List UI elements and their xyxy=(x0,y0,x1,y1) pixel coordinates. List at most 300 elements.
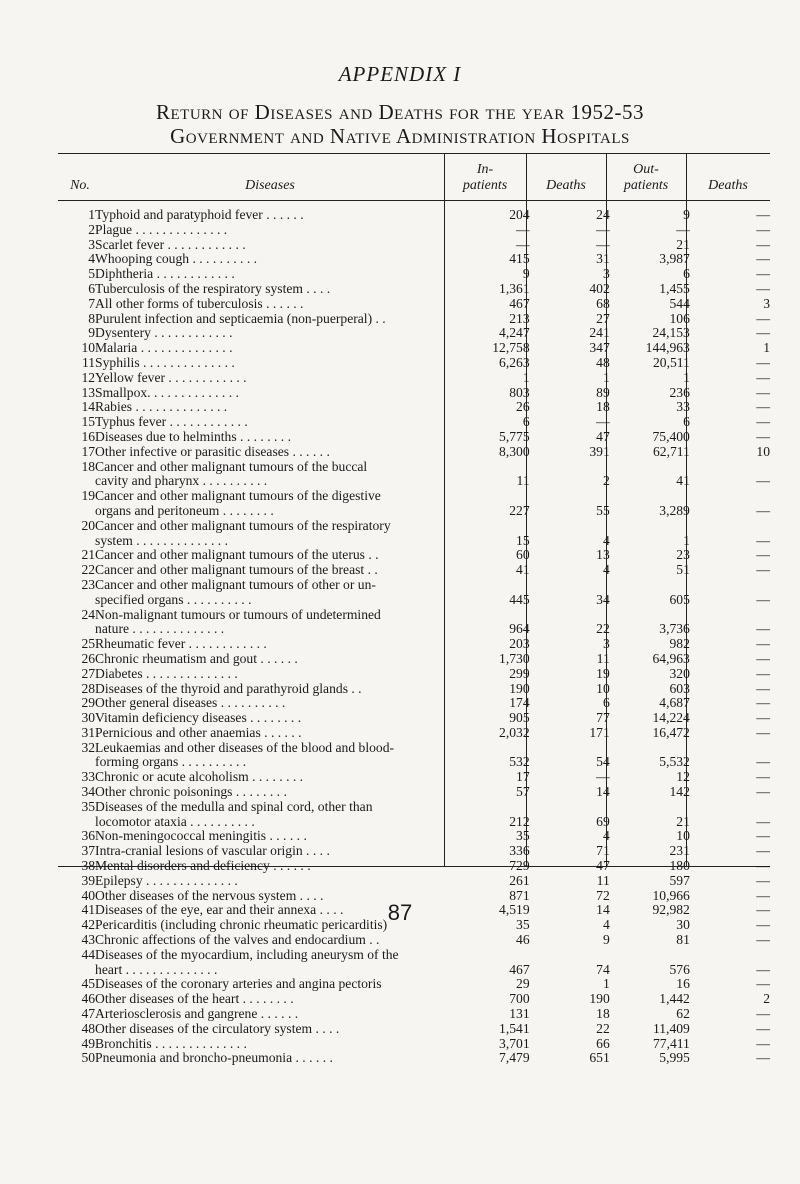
table-row xyxy=(58,386,770,401)
table-row xyxy=(58,800,770,815)
cell-dout xyxy=(690,489,770,504)
cell-in: 17 xyxy=(516,769,530,785)
cell-out: 12 xyxy=(676,769,690,785)
cell-in: 700 xyxy=(509,991,530,1007)
cell-in xyxy=(448,519,530,534)
cell-out: 1,442 xyxy=(659,991,690,1007)
table-row xyxy=(58,1037,770,1052)
cell-dout: — xyxy=(756,325,770,341)
cell-in xyxy=(448,608,530,623)
cell-disease: system . . . . . . . . . . . . . . xyxy=(95,533,228,548)
cell-in: 2,032 xyxy=(499,724,530,740)
cell-in: 467 xyxy=(509,295,530,311)
cell-dout: — xyxy=(756,310,770,326)
cell-din: 402 xyxy=(589,280,610,296)
table-row xyxy=(58,282,770,297)
header-no: No. xyxy=(70,178,90,193)
disease-table xyxy=(58,208,770,1066)
table-row xyxy=(58,1051,770,1066)
cell-out: 10,966 xyxy=(652,887,690,903)
cell-din: 47 xyxy=(596,858,610,874)
cell-dout: — xyxy=(756,236,770,252)
cell-din xyxy=(530,519,610,534)
cell-no: 32 xyxy=(81,739,96,755)
cell-in xyxy=(448,460,530,475)
table-row xyxy=(58,933,770,948)
cell-no: 19 xyxy=(81,488,96,504)
cell-disease: forming organs . . . . . . . . . . xyxy=(95,755,247,770)
cell-din: 10 xyxy=(596,680,610,696)
cell-out: 6 xyxy=(683,266,690,282)
cell-out: 597 xyxy=(669,872,690,888)
table-row xyxy=(58,874,770,889)
cell-no: 46 xyxy=(81,991,96,1007)
table-row xyxy=(58,563,770,578)
cell-out: 1,455 xyxy=(659,280,690,296)
cell-dout: — xyxy=(756,828,770,844)
cell-disease: Rheumatic fever . . . . . . . . . . . . xyxy=(95,637,267,652)
cell-out: 1 xyxy=(683,532,690,548)
table-row xyxy=(58,400,770,415)
cell-no: 37 xyxy=(81,843,96,859)
table-row xyxy=(58,341,770,356)
cell-dout: 10 xyxy=(756,443,770,459)
cell-disease: Syphilis . . . . . . . . . . . . . . xyxy=(95,355,235,370)
cell-disease: organs and peritoneum . . . . . . . . xyxy=(95,503,274,518)
cell-disease: Cancer and other malignant tumours of the digestive xyxy=(95,489,381,504)
header-deaths-in: Deaths xyxy=(546,178,586,193)
cell-disease: Cancer and other malignant tumours of the uterus . . xyxy=(95,548,379,563)
cell-disease: Other general diseases . . . . . . . . . . xyxy=(95,696,286,711)
cell-dout: — xyxy=(756,547,770,563)
cell-dout: — xyxy=(756,1006,770,1022)
cell-in: 415 xyxy=(509,251,530,267)
cell-disease: Pericarditis (including chronic rheumatic pericarditis) xyxy=(95,918,388,933)
cell-in: 445 xyxy=(509,591,530,607)
table-row xyxy=(58,593,770,608)
cell-in xyxy=(448,800,530,815)
cell-no: 21 xyxy=(81,547,96,563)
cell-din: 54 xyxy=(596,754,610,770)
cell-dout: — xyxy=(756,384,770,400)
cell-disease: Typhoid and paratyphoid fever . . . . . . xyxy=(95,208,304,222)
cell-out xyxy=(610,519,690,534)
cell-in: 871 xyxy=(509,887,530,903)
cell-in: 227 xyxy=(509,502,530,518)
cell-in: 41 xyxy=(516,562,530,578)
cell-dout: — xyxy=(756,399,770,415)
cell-din: — xyxy=(596,414,610,430)
cell-disease: Other infective or parasitic diseases . . . . . . xyxy=(95,444,330,459)
cell-dout xyxy=(690,578,770,593)
cell-in: 9 xyxy=(522,266,530,282)
cell-out: 982 xyxy=(669,636,690,652)
cell-out: 75,400 xyxy=(652,428,690,444)
cell-no: 12 xyxy=(81,369,96,385)
cell-no: 5 xyxy=(88,266,96,282)
cell-in: 6 xyxy=(522,414,530,430)
table-row xyxy=(58,711,770,726)
cell-disease: Whooping cough . . . . . . . . . . xyxy=(95,252,258,267)
table-row xyxy=(58,608,770,623)
table-row xyxy=(58,977,770,992)
cell-disease: Tuberculosis of the respiratory system . . . . xyxy=(95,281,331,296)
cell-out: 81 xyxy=(676,932,690,948)
cell-din: 18 xyxy=(596,399,610,415)
cell-in: 26 xyxy=(516,399,530,415)
table-row xyxy=(58,548,770,563)
cell-dout: — xyxy=(756,724,770,740)
cell-no: 49 xyxy=(81,1035,96,1051)
cell-din: 4 xyxy=(602,562,610,578)
cell-din: 241 xyxy=(589,325,610,341)
cell-dout: — xyxy=(756,858,770,874)
cell-no: 18 xyxy=(81,458,96,474)
cell-out xyxy=(610,948,690,963)
table-row xyxy=(58,430,770,445)
cell-out: 92,982 xyxy=(652,902,690,918)
header-outpatients xyxy=(606,162,686,194)
cell-no: 27 xyxy=(81,665,96,681)
cell-in: 4,519 xyxy=(499,902,530,918)
table-row xyxy=(58,652,770,667)
cell-disease: Diseases of the medulla and spinal cord, other than xyxy=(95,799,373,814)
cell-in xyxy=(448,948,530,963)
cell-no xyxy=(58,593,95,608)
cell-dout: — xyxy=(756,813,770,829)
cell-in: — xyxy=(516,221,530,237)
cell-dout: — xyxy=(756,532,770,548)
cell-dout xyxy=(690,519,770,534)
cell-din: 1 xyxy=(602,976,610,992)
cell-out: 62 xyxy=(676,1006,690,1022)
header-deaths-out: Deaths xyxy=(708,178,748,193)
cell-dout: — xyxy=(756,1035,770,1051)
cell-din: 89 xyxy=(596,384,610,400)
cell-no: 3 xyxy=(88,236,96,252)
cell-out: 3,736 xyxy=(659,621,690,637)
cell-out: 236 xyxy=(669,384,690,400)
table-row xyxy=(58,696,770,711)
table-row xyxy=(58,312,770,327)
cell-no xyxy=(58,474,95,489)
cell-no: 35 xyxy=(81,798,96,814)
cell-disease: Mental disorders and deficiency . . . . . . xyxy=(95,859,311,874)
cell-out xyxy=(610,578,690,593)
table-row xyxy=(58,1022,770,1037)
cell-no: 11 xyxy=(81,354,96,370)
cell-no: 45 xyxy=(81,976,96,992)
cell-in: 12,758 xyxy=(492,340,530,356)
cell-in: 212 xyxy=(509,813,530,829)
cell-in: 60 xyxy=(516,547,530,563)
table-row xyxy=(58,519,770,534)
cell-in: 190 xyxy=(509,680,530,696)
cell-in: 261 xyxy=(509,872,530,888)
table-row xyxy=(58,622,770,637)
cell-in: 11 xyxy=(516,473,530,489)
cell-din: 4 xyxy=(602,828,610,844)
cell-in: 35 xyxy=(516,917,530,933)
table-row xyxy=(58,755,770,770)
cell-no: 28 xyxy=(81,680,96,696)
cell-out: 41 xyxy=(676,473,690,489)
cell-disease: Pneumonia and broncho-pneumonia . . . . . . xyxy=(95,1051,333,1066)
cell-no: 10 xyxy=(81,340,96,356)
table-row xyxy=(58,208,770,223)
cell-out: 64,963 xyxy=(652,650,690,666)
header-bottom-rule xyxy=(58,200,770,201)
cell-din: 48 xyxy=(596,354,610,370)
cell-disease: Diseases due to helminths . . . . . . . . xyxy=(95,429,292,444)
cell-dout xyxy=(690,741,770,756)
cell-no: 44 xyxy=(81,946,96,962)
cell-disease: Arteriosclerosis and gangrene . . . . . . xyxy=(95,1007,299,1022)
cell-din: 14 xyxy=(596,784,610,800)
cell-no xyxy=(58,622,95,637)
cell-in: 532 xyxy=(509,754,530,770)
cell-no xyxy=(58,963,95,978)
cell-disease: cavity and pharynx . . . . . . . . . . xyxy=(95,474,268,489)
cell-dout: — xyxy=(756,354,770,370)
cell-in xyxy=(448,489,530,504)
cell-dout: — xyxy=(756,473,770,489)
cell-dout: — xyxy=(756,695,770,711)
cell-in: 203 xyxy=(509,636,530,652)
cell-out: 30 xyxy=(676,917,690,933)
cell-din: 190 xyxy=(589,991,610,1007)
cell-out: 16 xyxy=(676,976,690,992)
cell-dout: — xyxy=(756,266,770,282)
cell-no: 29 xyxy=(81,695,96,711)
cell-disease: nature . . . . . . . . . . . . . . xyxy=(95,622,225,637)
cell-dout: — xyxy=(756,502,770,518)
cell-disease: Diseases of the coronary arteries and angina pectoris xyxy=(95,977,382,992)
cell-out: 77,411 xyxy=(652,1035,690,1051)
cell-out: 144,963 xyxy=(645,340,690,356)
cell-dout: — xyxy=(756,1020,770,1036)
cell-dout: — xyxy=(756,976,770,992)
header-outpatients-line2: patients xyxy=(623,178,669,193)
cell-din: 22 xyxy=(596,621,610,637)
cell-in: 964 xyxy=(509,621,530,637)
cell-no: 24 xyxy=(81,606,96,622)
cell-out: 21 xyxy=(676,236,690,252)
cell-disease: Purulent infection and septicaemia (non-puerperal) . . xyxy=(95,311,386,326)
cell-disease: Malaria . . . . . . . . . . . . . . xyxy=(95,341,233,356)
table-row xyxy=(58,637,770,652)
cell-no: 4 xyxy=(88,251,96,267)
table-row xyxy=(58,267,770,282)
cell-din: 55 xyxy=(596,502,610,518)
cell-in: 729 xyxy=(509,858,530,874)
table-row xyxy=(58,489,770,504)
cell-dout: 1 xyxy=(763,340,770,356)
cell-din xyxy=(530,741,610,756)
cell-dout xyxy=(690,948,770,963)
cell-dout: — xyxy=(756,769,770,785)
cell-din xyxy=(530,489,610,504)
cell-out: 14,224 xyxy=(652,710,690,726)
cell-out: 4,687 xyxy=(659,695,690,711)
cell-no: 16 xyxy=(81,428,96,444)
page-number: 87 xyxy=(387,900,413,925)
cell-in: 299 xyxy=(509,665,530,681)
cell-out: 9 xyxy=(683,207,690,222)
cell-out xyxy=(610,460,690,475)
cell-in: 803 xyxy=(509,384,530,400)
table-row xyxy=(58,460,770,475)
header-outpatients-line1: Out- xyxy=(633,162,659,177)
table-top-rule xyxy=(58,153,770,154)
cell-din: 77 xyxy=(596,710,610,726)
cell-disease: Intra-cranial lesions of vascular origin . . . . xyxy=(95,844,330,859)
cell-disease: Other diseases of the heart . . . . . . . . xyxy=(95,992,294,1007)
cell-out: 5,532 xyxy=(659,754,690,770)
cell-out: — xyxy=(676,221,690,237)
cell-din: 27 xyxy=(596,310,610,326)
cell-out: 1 xyxy=(683,369,690,385)
cell-no: 48 xyxy=(81,1020,96,1036)
cell-in: 6,263 xyxy=(499,354,530,370)
cell-dout: — xyxy=(756,207,770,222)
cell-dout: — xyxy=(756,917,770,933)
cell-in: 1 xyxy=(522,369,530,385)
cell-in: 4,247 xyxy=(499,325,530,341)
cell-din: 14 xyxy=(596,902,610,918)
appendix-label: APPENDIX I xyxy=(338,62,462,86)
cell-disease: Non-malignant tumours or tumours of undetermined xyxy=(95,607,381,622)
cell-disease: Other diseases of the circulatory system . . . . xyxy=(95,1021,340,1036)
cell-out: 21 xyxy=(676,813,690,829)
table-row xyxy=(58,859,770,874)
cell-disease: heart . . . . . . . . . . . . . . xyxy=(95,962,218,977)
cell-din: 3 xyxy=(602,636,610,652)
cell-dout xyxy=(690,460,770,475)
cell-out: 24,153 xyxy=(652,325,690,341)
cell-dout: — xyxy=(756,932,770,948)
cell-dout: — xyxy=(756,280,770,296)
table-row xyxy=(58,1007,770,1022)
cell-out: 320 xyxy=(669,665,690,681)
cell-din: 34 xyxy=(596,591,610,607)
cell-no: 39 xyxy=(81,872,96,888)
cell-in xyxy=(448,578,530,593)
cell-no xyxy=(58,755,95,770)
table-row xyxy=(58,667,770,682)
cell-out: 20,511 xyxy=(652,354,690,370)
cell-dout xyxy=(690,608,770,623)
cell-disease: Plague . . . . . . . . . . . . . . xyxy=(95,222,228,237)
cell-out: 11,409 xyxy=(652,1020,690,1036)
cell-dout: — xyxy=(756,1050,770,1066)
cell-disease: Leukaemias and other diseases of the blood and blood- xyxy=(95,740,395,755)
header-diseases: Diseases xyxy=(245,178,295,193)
table-row xyxy=(58,504,770,519)
cell-in: 5,775 xyxy=(499,428,530,444)
cell-din: 651 xyxy=(589,1050,610,1066)
cell-dout: — xyxy=(756,251,770,267)
table-row xyxy=(58,948,770,963)
cell-out xyxy=(610,741,690,756)
cell-dout: — xyxy=(756,650,770,666)
cell-out: 3,289 xyxy=(659,502,690,518)
cell-out: 33 xyxy=(676,399,690,415)
cell-din xyxy=(530,460,610,475)
cell-dout: — xyxy=(756,428,770,444)
table-row xyxy=(58,445,770,460)
table-row xyxy=(58,844,770,859)
cell-disease: Scarlet fever . . . . . . . . . . . . xyxy=(95,237,246,252)
cell-out: 544 xyxy=(669,295,690,311)
cell-disease: Vitamin deficiency diseases . . . . . . . . xyxy=(95,711,302,726)
cell-in: 336 xyxy=(509,843,530,859)
cell-dout xyxy=(690,800,770,815)
cell-dout: — xyxy=(756,887,770,903)
cell-din xyxy=(530,578,610,593)
cell-no: 20 xyxy=(81,517,96,533)
cell-disease: specified organs . . . . . . . . . . xyxy=(95,592,252,607)
cell-out: 3,987 xyxy=(659,251,690,267)
cell-in: 3,701 xyxy=(499,1035,530,1051)
table-row xyxy=(58,326,770,341)
cell-disease: locomotor ataxia . . . . . . . . . . xyxy=(95,814,255,829)
cell-disease: Non-meningococcal meningitis . . . . . . xyxy=(95,829,307,844)
cell-out xyxy=(610,608,690,623)
cell-no: 33 xyxy=(81,769,96,785)
cell-din: 19 xyxy=(596,665,610,681)
cell-no: 6 xyxy=(88,280,96,296)
cell-din: — xyxy=(596,769,610,785)
cell-in: 1,541 xyxy=(499,1020,530,1036)
cell-disease: Diseases of the eye, ear and their annexa . . . . xyxy=(95,903,344,918)
cell-no: 17 xyxy=(81,443,96,459)
cell-din: 391 xyxy=(589,443,610,459)
table-row xyxy=(58,741,770,756)
cell-disease: Chronic rheumatism and gout . . . . . . xyxy=(95,651,298,666)
cell-no: 25 xyxy=(81,636,96,652)
cell-din: 3 xyxy=(602,266,610,282)
cell-din: — xyxy=(596,221,610,237)
cell-dout: — xyxy=(756,414,770,430)
cell-disease: Diabetes . . . . . . . . . . . . . . xyxy=(95,666,238,681)
cell-out: 51 xyxy=(676,562,690,578)
cell-dout: — xyxy=(756,872,770,888)
cell-no: 1 xyxy=(88,207,96,222)
cell-din: 47 xyxy=(596,428,610,444)
cell-out xyxy=(610,800,690,815)
cell-in: 467 xyxy=(509,961,530,977)
cell-no: 36 xyxy=(81,828,96,844)
cell-no: 13 xyxy=(81,384,96,400)
cell-no xyxy=(58,504,95,519)
cell-dout: 2 xyxy=(763,991,770,1007)
cell-din xyxy=(530,800,610,815)
cell-din: 6 xyxy=(602,695,610,711)
cell-out: 5,995 xyxy=(659,1050,690,1066)
cell-din xyxy=(530,608,610,623)
cell-din: 11 xyxy=(596,872,610,888)
header-inpatients-line1: In- xyxy=(476,162,494,177)
cell-no: 43 xyxy=(81,932,96,948)
cell-no: 14 xyxy=(81,399,96,415)
table-row xyxy=(58,238,770,253)
table-row xyxy=(58,474,770,489)
cell-disease: Dysentery . . . . . . . . . . . . xyxy=(95,326,233,341)
cell-disease: Diphtheria . . . . . . . . . . . . xyxy=(95,267,235,282)
cell-no: 23 xyxy=(81,576,96,592)
cell-out: 231 xyxy=(669,843,690,859)
